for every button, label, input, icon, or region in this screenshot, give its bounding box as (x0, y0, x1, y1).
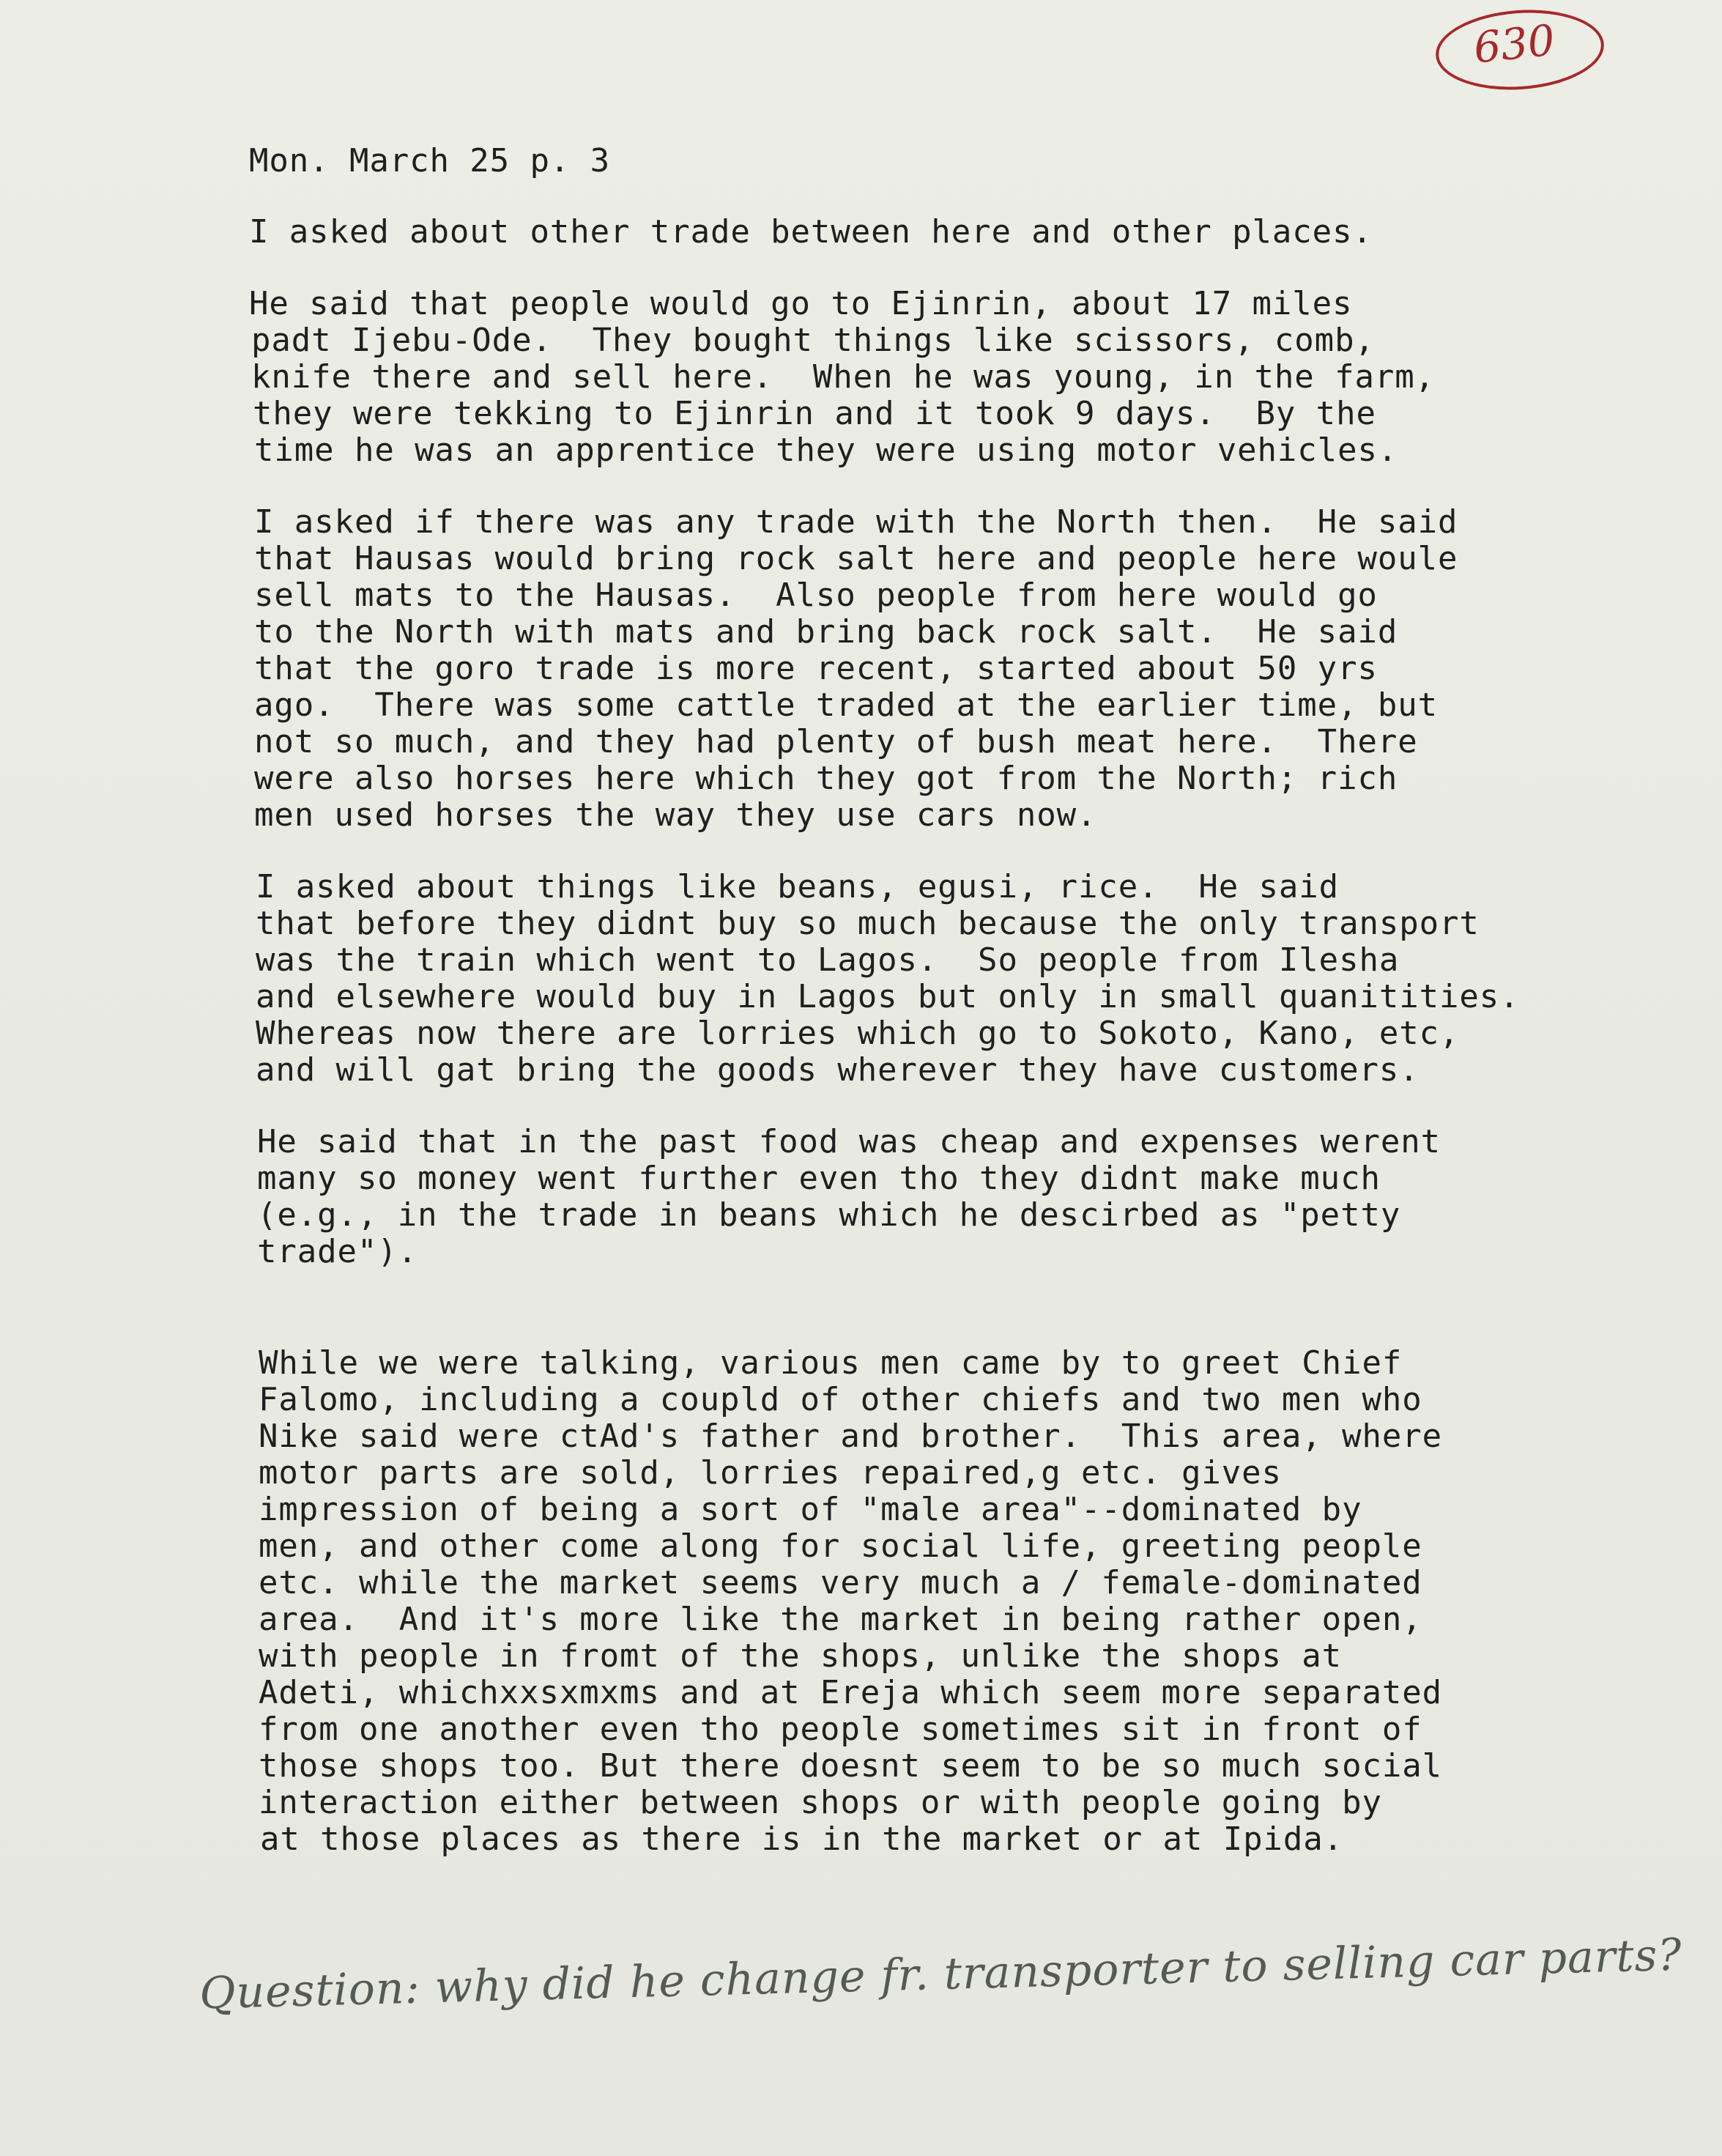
text-line: with people in fromt of the shops, unlike the shops at (259, 1637, 1343, 1675)
text-line: interaction either between shops or with people going by (259, 1784, 1382, 1821)
text-line: and elsewhere would buy in Lagos but only in small quanitities. (256, 978, 1520, 1015)
text-line: Nike said were ctAd's father and brother. This area, where (259, 1418, 1443, 1455)
text-line: at those places as there is in the market or at Ipida. (260, 1820, 1344, 1858)
text-line: not so much, and they had plenty of bush meat here. There (254, 723, 1418, 760)
text-line: sell mats to the Hausas. Also people from here would go (254, 577, 1378, 614)
text-line: and will gat bring the goods wherever they have customers. (256, 1051, 1419, 1089)
text-line: motor parts are sold, lorries repaired,g etc. gives (259, 1454, 1282, 1492)
text-line: that Hausas would bring rock salt here and people here woule (254, 540, 1458, 577)
text-line: from one another even tho people sometimes sit in front of (259, 1711, 1422, 1748)
text-line: area. And it's more like the market in being rather open, (259, 1601, 1422, 1638)
text-line: Adeti, whichxxsxmxms and at Ereja which seem more separated (259, 1674, 1443, 1711)
text-line: time he was an apprentice they were using motor vehicles. (254, 431, 1398, 469)
text-line: He said that people would go to Ejinrin, about 17 miles (249, 285, 1353, 322)
text-line: Falomo, including a coupld of other chiefs and two men who (259, 1381, 1422, 1418)
text-line: many so money went further even tho they didnt make much (257, 1160, 1381, 1197)
text-line: men used horses the way they use cars now. (254, 796, 1097, 834)
text-line: While we were talking, various men came by to greet Chief (259, 1344, 1403, 1382)
text-line: that before they didnt buy so much because the only transport (256, 905, 1480, 942)
text-line: I asked if there was any trade with the North then. He said (254, 503, 1458, 541)
text-line: He said that in the past food was cheap and expenses werent (257, 1123, 1441, 1160)
text-line: to the North with mats and bring back rock salt. He said (254, 613, 1398, 651)
text-line: ago. There was some cattle traded at the earlier time, but (254, 686, 1439, 724)
page-heading: Mon. March 25 p. 3 (249, 142, 611, 179)
folio-number: 630 (1471, 15, 1557, 73)
text-line: were also horses here which they got from the North; rich (254, 760, 1398, 797)
text-line: was the train which went to Lagos. So people from Ilesha (256, 941, 1400, 979)
text-line: that the goro trade is more recent, started about 50 yrs (254, 650, 1378, 687)
text-line: (e.g., in the trade in beans which he descirbed as "petty (257, 1196, 1401, 1234)
text-line: etc. while the market seems very much a / female-dominated (259, 1564, 1422, 1601)
handwritten-note: Question: why did he change fr. transporter to selling car parts? (198, 1929, 1683, 2020)
text-line: knife there and sell here. When he was young, in the farm, (251, 358, 1436, 396)
text-line: they were tekking to Ejinrin and it took 9 days. By the (253, 395, 1376, 432)
text-line: I asked about other trade between here and other places. (249, 213, 1373, 251)
text-line: Whereas now there are lorries which go to Sokoto, Kano, etc, (256, 1015, 1460, 1052)
text-line: those shops too. But there doesnt seem to be so much social (259, 1747, 1443, 1785)
text-line: padt Ijebu-Ode. They bought things like scissors, comb, (251, 322, 1375, 359)
text-line: trade"). (257, 1233, 418, 1270)
text-line: I asked about things like beans, egusi, rice. He said (256, 868, 1340, 905)
text-line: men, and other come along for social life, greeting people (259, 1527, 1422, 1565)
text-line: impression of being a sort of "male area"--dominated by (259, 1491, 1362, 1528)
